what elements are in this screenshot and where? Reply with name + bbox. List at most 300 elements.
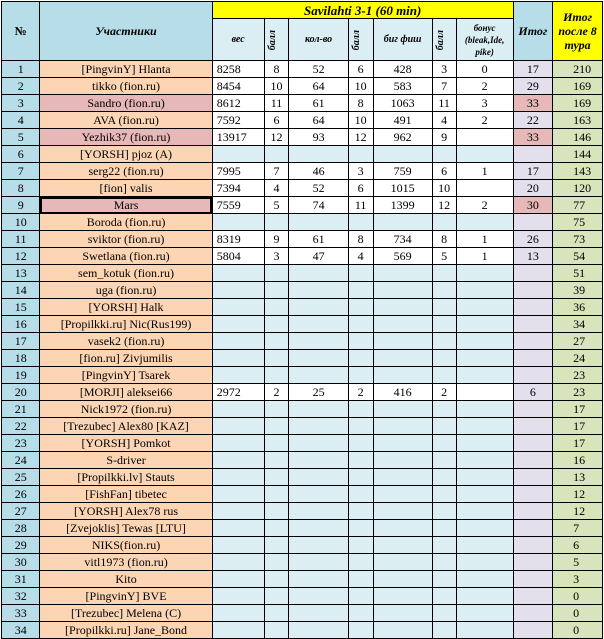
row-number[interactable]: 33 (2, 605, 40, 622)
total-cell[interactable]: 0 (553, 588, 603, 605)
points-1-cell[interactable] (264, 605, 289, 622)
points-3-cell[interactable]: 5 (432, 248, 456, 265)
points-3-cell[interactable] (432, 299, 456, 316)
bonus-cell[interactable] (456, 367, 513, 384)
total-cell[interactable]: 24 (553, 350, 603, 367)
participant-name[interactable]: S-driver (40, 452, 212, 469)
total-cell[interactable]: 77 (553, 197, 603, 214)
total-cell[interactable]: 13 (553, 469, 603, 486)
bigfish-cell[interactable]: 1399 (373, 197, 432, 214)
points-3-cell[interactable]: 7 (432, 78, 456, 95)
points-1-cell[interactable] (264, 299, 289, 316)
points-1-cell[interactable]: 5 (264, 197, 289, 214)
points-1-cell[interactable] (264, 367, 289, 384)
points-1-cell[interactable]: 4 (264, 180, 289, 197)
row-number[interactable]: 6 (2, 146, 40, 163)
points-2-cell[interactable] (348, 214, 373, 231)
points-2-cell[interactable]: 6 (348, 180, 373, 197)
points-2-cell[interactable]: 10 (348, 78, 373, 95)
points-3-cell[interactable] (432, 588, 456, 605)
bonus-cell[interactable] (456, 452, 513, 469)
bigfish-cell[interactable]: 428 (373, 61, 432, 78)
participant-name[interactable]: [MORJI] aleksei66 (40, 384, 212, 401)
participant-name[interactable]: vasek2 (fion.ru) (40, 333, 212, 350)
weight-cell[interactable] (212, 418, 264, 435)
bigfish-cell[interactable]: 734 (373, 231, 432, 248)
points-1-cell[interactable]: 11 (264, 95, 289, 112)
count-cell[interactable]: 74 (289, 197, 348, 214)
total-cell[interactable]: 6 (553, 537, 603, 554)
count-cell[interactable] (289, 282, 348, 299)
bonus-cell[interactable] (456, 129, 513, 146)
weight-cell[interactable] (212, 316, 264, 333)
participant-name[interactable]: [FishFan] tibetec (40, 486, 212, 503)
participant-name[interactable]: [YORSH] pjoz (A) (40, 146, 212, 163)
itog-cell[interactable]: 6 (513, 384, 552, 401)
participant-name[interactable]: [Propilkki.lv] Stauts (40, 469, 212, 486)
row-number[interactable]: 25 (2, 469, 40, 486)
participant-name[interactable]: Kito (40, 571, 212, 588)
itog-cell[interactable] (513, 367, 552, 384)
points-2-cell[interactable] (348, 622, 373, 639)
points-3-cell[interactable]: 12 (432, 197, 456, 214)
bonus-cell[interactable] (456, 180, 513, 197)
count-cell[interactable] (289, 350, 348, 367)
weight-cell[interactable]: 8612 (212, 95, 264, 112)
points-2-cell[interactable] (348, 146, 373, 163)
weight-cell[interactable]: 8319 (212, 231, 264, 248)
row-number[interactable]: 1 (2, 61, 40, 78)
bigfish-cell[interactable]: 1063 (373, 95, 432, 112)
count-cell[interactable] (289, 146, 348, 163)
weight-cell[interactable] (212, 350, 264, 367)
bigfish-cell[interactable] (373, 520, 432, 537)
bigfish-cell[interactable] (373, 622, 432, 639)
points-3-cell[interactable] (432, 146, 456, 163)
participant-name[interactable]: vitl1973 (fion.ru) (40, 554, 212, 571)
row-number[interactable]: 23 (2, 435, 40, 452)
bonus-cell[interactable] (456, 333, 513, 350)
points-2-cell[interactable]: 12 (348, 129, 373, 146)
itog-cell[interactable] (513, 435, 552, 452)
points-2-cell[interactable] (348, 282, 373, 299)
points-3-cell[interactable] (432, 333, 456, 350)
total-cell[interactable]: 169 (553, 78, 603, 95)
bonus-cell[interactable]: 1 (456, 248, 513, 265)
bonus-cell[interactable] (456, 503, 513, 520)
count-cell[interactable] (289, 265, 348, 282)
points-2-cell[interactable] (348, 537, 373, 554)
points-3-cell[interactable] (432, 350, 456, 367)
points-1-cell[interactable]: 3 (264, 248, 289, 265)
count-cell[interactable] (289, 418, 348, 435)
weight-cell[interactable]: 7559 (212, 197, 264, 214)
participant-name[interactable]: [Trezubec] Alex80 [KAZ] (40, 418, 212, 435)
points-1-cell[interactable] (264, 554, 289, 571)
bigfish-cell[interactable] (373, 605, 432, 622)
bigfish-cell[interactable] (373, 401, 432, 418)
count-cell[interactable] (289, 452, 348, 469)
bigfish-cell[interactable] (373, 333, 432, 350)
itog-cell[interactable] (513, 537, 552, 554)
row-number[interactable]: 17 (2, 333, 40, 350)
row-number[interactable]: 7 (2, 163, 40, 180)
bigfish-cell[interactable] (373, 350, 432, 367)
points-1-cell[interactable] (264, 486, 289, 503)
points-1-cell[interactable] (264, 622, 289, 639)
itog-cell[interactable] (513, 350, 552, 367)
total-cell[interactable]: 36 (553, 299, 603, 316)
itog-cell[interactable]: 13 (513, 248, 552, 265)
row-number[interactable]: 30 (2, 554, 40, 571)
weight-cell[interactable] (212, 486, 264, 503)
bigfish-cell[interactable]: 962 (373, 129, 432, 146)
participant-name[interactable]: [Propilkki.ru] Nic(Rus199) (40, 316, 212, 333)
points-3-cell[interactable] (432, 605, 456, 622)
points-2-cell[interactable] (348, 588, 373, 605)
points-1-cell[interactable] (264, 316, 289, 333)
row-number[interactable]: 16 (2, 316, 40, 333)
points-3-cell[interactable]: 3 (432, 61, 456, 78)
points-3-cell[interactable]: 9 (432, 129, 456, 146)
count-cell[interactable]: 64 (289, 78, 348, 95)
count-cell[interactable]: 93 (289, 129, 348, 146)
count-cell[interactable] (289, 622, 348, 639)
points-2-cell[interactable] (348, 605, 373, 622)
points-3-cell[interactable]: 6 (432, 163, 456, 180)
row-number[interactable]: 3 (2, 95, 40, 112)
participant-name[interactable]: [YORSH] Halk (40, 299, 212, 316)
points-2-cell[interactable]: 10 (348, 112, 373, 129)
itog-cell[interactable] (513, 520, 552, 537)
weight-cell[interactable] (212, 452, 264, 469)
weight-cell[interactable]: 5804 (212, 248, 264, 265)
total-cell[interactable]: 146 (553, 129, 603, 146)
bigfish-cell[interactable] (373, 588, 432, 605)
itog-cell[interactable] (513, 486, 552, 503)
itog-cell[interactable] (513, 418, 552, 435)
row-number[interactable]: 14 (2, 282, 40, 299)
points-2-cell[interactable] (348, 469, 373, 486)
points-1-cell[interactable] (264, 571, 289, 588)
points-2-cell[interactable] (348, 503, 373, 520)
points-3-cell[interactable]: 4 (432, 112, 456, 129)
points-3-cell[interactable] (432, 435, 456, 452)
points-1-cell[interactable] (264, 452, 289, 469)
bonus-cell[interactable] (456, 486, 513, 503)
bigfish-cell[interactable] (373, 367, 432, 384)
points-3-cell[interactable] (432, 401, 456, 418)
weight-cell[interactable]: 7394 (212, 180, 264, 197)
weight-cell[interactable] (212, 299, 264, 316)
bonus-cell[interactable] (456, 435, 513, 452)
total-cell[interactable]: 0 (553, 605, 603, 622)
bigfish-cell[interactable] (373, 486, 432, 503)
weight-cell[interactable] (212, 537, 264, 554)
points-2-cell[interactable]: 4 (348, 248, 373, 265)
row-number[interactable]: 9 (2, 197, 40, 214)
participant-name[interactable]: Yezhik37 (fion.ru) (40, 129, 212, 146)
row-number[interactable]: 22 (2, 418, 40, 435)
bigfish-cell[interactable] (373, 571, 432, 588)
points-2-cell[interactable] (348, 571, 373, 588)
row-number[interactable]: 20 (2, 384, 40, 401)
total-cell[interactable]: 210 (553, 61, 603, 78)
weight-cell[interactable] (212, 146, 264, 163)
count-cell[interactable] (289, 299, 348, 316)
itog-cell[interactable]: 29 (513, 78, 552, 95)
points-2-cell[interactable]: 3 (348, 163, 373, 180)
points-3-cell[interactable]: 11 (432, 95, 456, 112)
participant-name[interactable]: Sandro (fion.ru) (40, 95, 212, 112)
weight-cell[interactable] (212, 520, 264, 537)
itog-cell[interactable] (513, 333, 552, 350)
points-3-cell[interactable] (432, 554, 456, 571)
itog-cell[interactable]: 20 (513, 180, 552, 197)
row-number[interactable]: 18 (2, 350, 40, 367)
points-2-cell[interactable]: 2 (348, 384, 373, 401)
bonus-cell[interactable] (456, 520, 513, 537)
points-2-cell[interactable] (348, 299, 373, 316)
participant-name[interactable]: [Zvejoklis] Tewas [LTU] (40, 520, 212, 537)
itog-cell[interactable] (513, 299, 552, 316)
count-cell[interactable] (289, 520, 348, 537)
points-1-cell[interactable] (264, 333, 289, 350)
row-number[interactable]: 27 (2, 503, 40, 520)
weight-cell[interactable]: 7995 (212, 163, 264, 180)
itog-cell[interactable] (513, 146, 552, 163)
bonus-cell[interactable] (456, 350, 513, 367)
total-cell[interactable]: 120 (553, 180, 603, 197)
row-number[interactable]: 5 (2, 129, 40, 146)
bonus-cell[interactable]: 2 (456, 197, 513, 214)
weight-cell[interactable]: 7592 (212, 112, 264, 129)
bonus-cell[interactable]: 2 (456, 112, 513, 129)
count-cell[interactable]: 61 (289, 231, 348, 248)
bigfish-cell[interactable] (373, 469, 432, 486)
weight-cell[interactable] (212, 265, 264, 282)
bonus-cell[interactable] (456, 282, 513, 299)
participant-name[interactable]: [YORSH] Alex78 rus (40, 503, 212, 520)
row-number[interactable]: 12 (2, 248, 40, 265)
points-3-cell[interactable] (432, 537, 456, 554)
participant-name[interactable]: Boroda (fion.ru) (40, 214, 212, 231)
points-2-cell[interactable]: 6 (348, 61, 373, 78)
count-cell[interactable]: 47 (289, 248, 348, 265)
count-cell[interactable] (289, 605, 348, 622)
weight-cell[interactable] (212, 503, 264, 520)
weight-cell[interactable]: 2972 (212, 384, 264, 401)
row-number[interactable]: 21 (2, 401, 40, 418)
bigfish-cell[interactable] (373, 435, 432, 452)
weight-cell[interactable] (212, 401, 264, 418)
itog-cell[interactable]: 22 (513, 112, 552, 129)
points-3-cell[interactable] (432, 452, 456, 469)
points-1-cell[interactable] (264, 282, 289, 299)
count-cell[interactable]: 25 (289, 384, 348, 401)
itog-cell[interactable] (513, 554, 552, 571)
bonus-cell[interactable] (456, 537, 513, 554)
total-cell[interactable]: 39 (553, 282, 603, 299)
itog-cell[interactable] (513, 605, 552, 622)
points-1-cell[interactable]: 9 (264, 231, 289, 248)
points-2-cell[interactable] (348, 367, 373, 384)
points-3-cell[interactable] (432, 469, 456, 486)
points-1-cell[interactable] (264, 418, 289, 435)
count-cell[interactable]: 64 (289, 112, 348, 129)
bonus-cell[interactable] (456, 316, 513, 333)
itog-cell[interactable] (513, 622, 552, 639)
bigfish-cell[interactable] (373, 503, 432, 520)
itog-cell[interactable] (513, 503, 552, 520)
bonus-cell[interactable] (456, 588, 513, 605)
participant-name[interactable]: [YORSH] Pomkot (40, 435, 212, 452)
bonus-cell[interactable]: 1 (456, 163, 513, 180)
count-cell[interactable] (289, 435, 348, 452)
count-cell[interactable] (289, 333, 348, 350)
points-2-cell[interactable] (348, 452, 373, 469)
total-cell[interactable]: 54 (553, 248, 603, 265)
weight-cell[interactable]: 8258 (212, 61, 264, 78)
bonus-cell[interactable] (456, 384, 513, 401)
participant-name[interactable]: tikko (fion.ru) (40, 78, 212, 95)
points-1-cell[interactable]: 10 (264, 78, 289, 95)
bigfish-cell[interactable] (373, 537, 432, 554)
weight-cell[interactable] (212, 622, 264, 639)
bigfish-cell[interactable]: 1015 (373, 180, 432, 197)
total-cell[interactable]: 34 (553, 316, 603, 333)
itog-cell[interactable] (513, 316, 552, 333)
bonus-cell[interactable] (456, 622, 513, 639)
total-cell[interactable]: 23 (553, 367, 603, 384)
row-number[interactable]: 29 (2, 537, 40, 554)
total-cell[interactable]: 5 (553, 554, 603, 571)
participant-name[interactable]: [Propilkki.ru] Jane_Bond (40, 622, 212, 639)
points-3-cell[interactable]: 8 (432, 231, 456, 248)
total-cell[interactable]: 169 (553, 95, 603, 112)
row-number[interactable]: 24 (2, 452, 40, 469)
row-number[interactable]: 31 (2, 571, 40, 588)
participant-name[interactable]: Nick1972 (fion.ru) (40, 401, 212, 418)
points-3-cell[interactable] (432, 486, 456, 503)
points-1-cell[interactable] (264, 469, 289, 486)
weight-cell[interactable] (212, 435, 264, 452)
points-2-cell[interactable]: 8 (348, 231, 373, 248)
row-number[interactable]: 26 (2, 486, 40, 503)
itog-cell[interactable] (513, 401, 552, 418)
weight-cell[interactable] (212, 469, 264, 486)
points-1-cell[interactable] (264, 537, 289, 554)
participant-name[interactable]: [PingvinY] Tsarek (40, 367, 212, 384)
bigfish-cell[interactable] (373, 452, 432, 469)
total-cell[interactable]: 3 (553, 571, 603, 588)
bigfish-cell[interactable] (373, 299, 432, 316)
itog-cell[interactable]: 17 (513, 61, 552, 78)
total-cell[interactable]: 73 (553, 231, 603, 248)
participant-name[interactable]: uga (fion.ru) (40, 282, 212, 299)
points-2-cell[interactable] (348, 401, 373, 418)
count-cell[interactable] (289, 486, 348, 503)
total-cell[interactable]: 163 (553, 112, 603, 129)
participant-name[interactable]: [PingvinY] BVE (40, 588, 212, 605)
points-1-cell[interactable] (264, 520, 289, 537)
weight-cell[interactable] (212, 282, 264, 299)
participant-name[interactable]: [PingvinY] Hlanta (40, 61, 212, 78)
points-3-cell[interactable] (432, 367, 456, 384)
itog-cell[interactable] (513, 265, 552, 282)
total-cell[interactable]: 27 (553, 333, 603, 350)
bonus-cell[interactable]: 3 (456, 95, 513, 112)
itog-cell[interactable]: 26 (513, 231, 552, 248)
points-1-cell[interactable]: 7 (264, 163, 289, 180)
participant-name[interactable]: Mars (40, 197, 212, 214)
count-cell[interactable] (289, 571, 348, 588)
points-1-cell[interactable] (264, 503, 289, 520)
total-cell[interactable]: 16 (553, 452, 603, 469)
row-number[interactable]: 11 (2, 231, 40, 248)
points-3-cell[interactable] (432, 571, 456, 588)
points-1-cell[interactable] (264, 401, 289, 418)
itog-cell[interactable] (513, 571, 552, 588)
points-2-cell[interactable] (348, 486, 373, 503)
points-1-cell[interactable]: 6 (264, 112, 289, 129)
weight-cell[interactable] (212, 333, 264, 350)
participant-name[interactable]: sviktor (fion.ru) (40, 231, 212, 248)
total-cell[interactable]: 144 (553, 146, 603, 163)
points-1-cell[interactable]: 8 (264, 61, 289, 78)
participant-name[interactable]: AVA (fion.ru) (40, 112, 212, 129)
count-cell[interactable] (289, 367, 348, 384)
itog-cell[interactable]: 30 (513, 197, 552, 214)
points-3-cell[interactable] (432, 214, 456, 231)
points-2-cell[interactable] (348, 316, 373, 333)
points-3-cell[interactable]: 10 (432, 180, 456, 197)
count-cell[interactable]: 52 (289, 61, 348, 78)
points-3-cell[interactable] (432, 520, 456, 537)
bigfish-cell[interactable]: 583 (373, 78, 432, 95)
bonus-cell[interactable] (456, 299, 513, 316)
weight-cell[interactable] (212, 554, 264, 571)
bonus-cell[interactable]: 0 (456, 61, 513, 78)
points-1-cell[interactable]: 2 (264, 384, 289, 401)
count-cell[interactable] (289, 537, 348, 554)
total-cell[interactable]: 51 (553, 265, 603, 282)
total-cell[interactable]: 12 (553, 503, 603, 520)
bonus-cell[interactable] (456, 401, 513, 418)
row-number[interactable]: 15 (2, 299, 40, 316)
points-3-cell[interactable] (432, 503, 456, 520)
itog-cell[interactable]: 33 (513, 95, 552, 112)
points-3-cell[interactable] (432, 418, 456, 435)
participant-name[interactable]: [Trezubec] Melena (C) (40, 605, 212, 622)
bigfish-cell[interactable] (373, 214, 432, 231)
bigfish-cell[interactable] (373, 316, 432, 333)
points-2-cell[interactable] (348, 350, 373, 367)
weight-cell[interactable] (212, 588, 264, 605)
itog-cell[interactable]: 33 (513, 129, 552, 146)
points-1-cell[interactable] (264, 214, 289, 231)
row-number[interactable]: 28 (2, 520, 40, 537)
points-1-cell[interactable] (264, 435, 289, 452)
points-3-cell[interactable] (432, 316, 456, 333)
count-cell[interactable] (289, 469, 348, 486)
total-cell[interactable]: 12 (553, 486, 603, 503)
bonus-cell[interactable]: 1 (456, 231, 513, 248)
count-cell[interactable]: 46 (289, 163, 348, 180)
row-number[interactable]: 8 (2, 180, 40, 197)
points-3-cell[interactable] (432, 265, 456, 282)
points-1-cell[interactable]: 12 (264, 129, 289, 146)
